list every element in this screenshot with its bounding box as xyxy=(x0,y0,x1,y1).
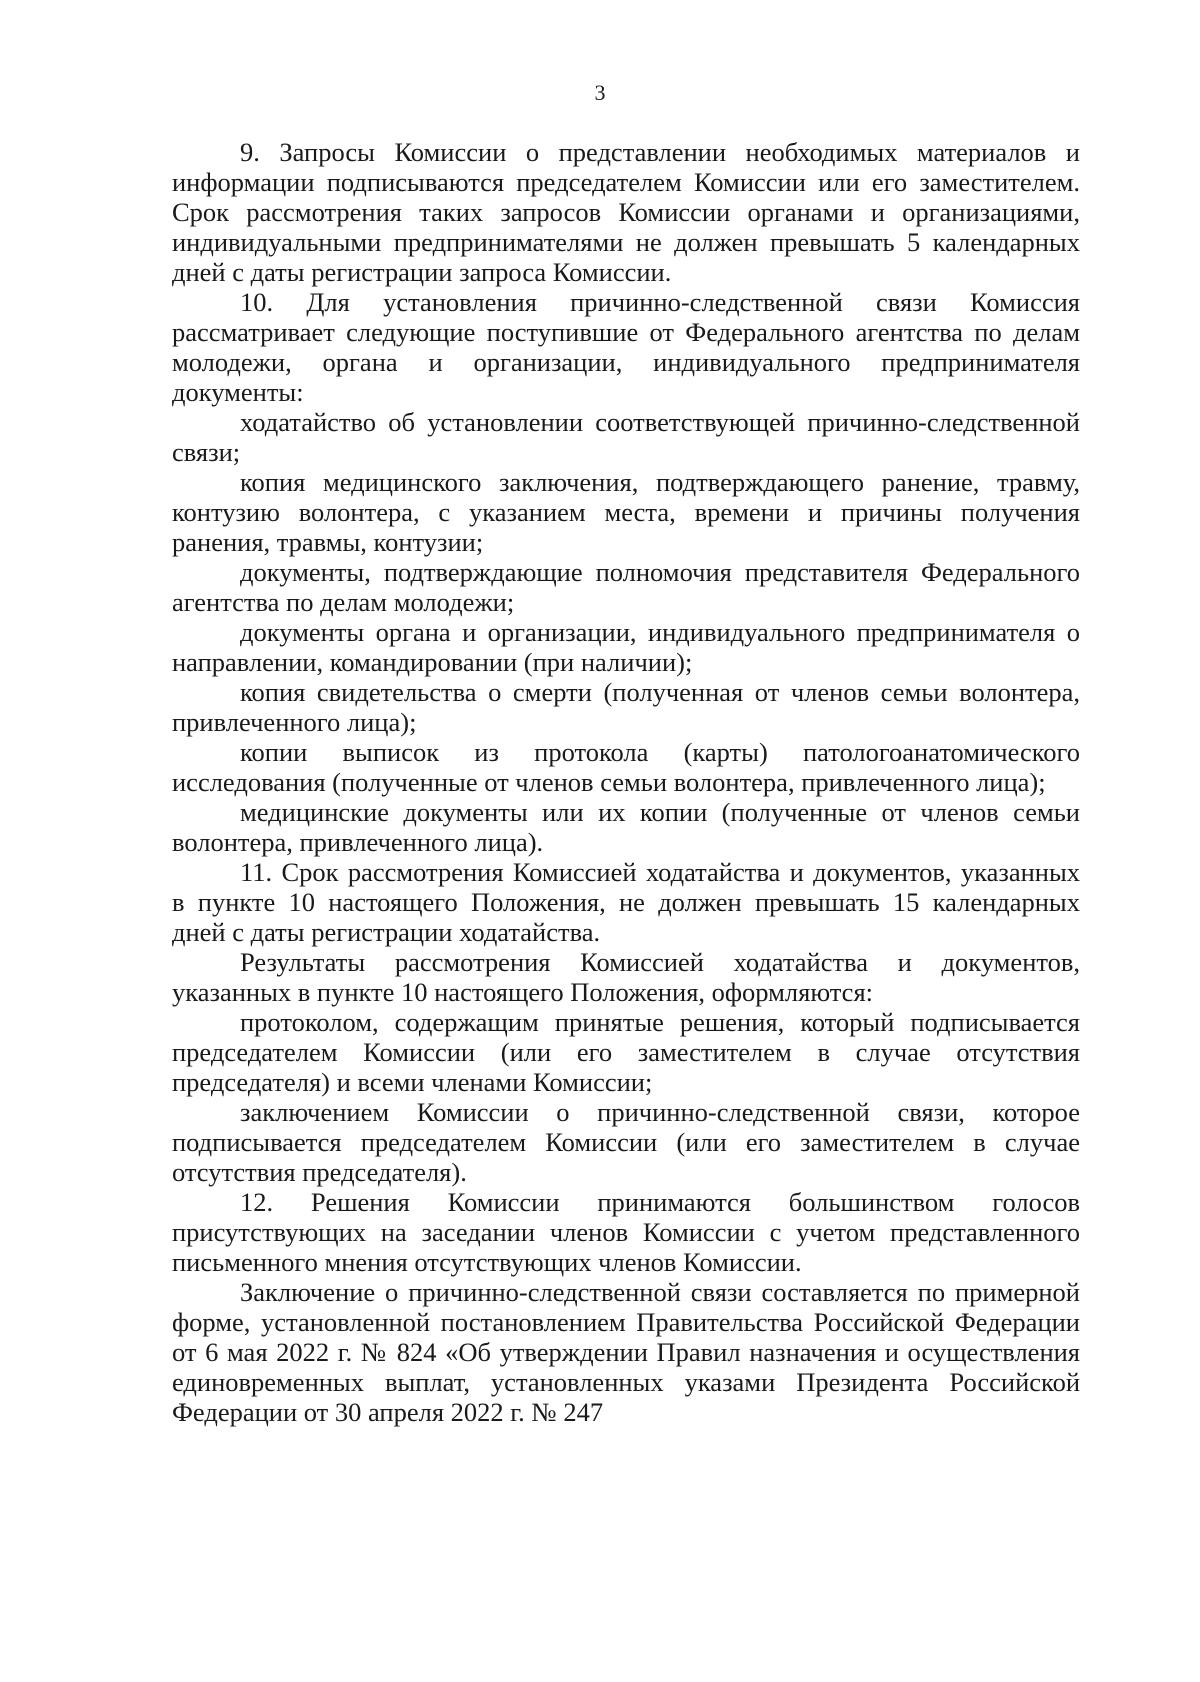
list-item: копии выписок из протокола (карты) патологоанатомического исследования (полученные от членов семьи волонтера, привлеченного лица); xyxy=(172,737,1080,797)
list-item: копия медицинского заключения, подтверждающего ранение, травму, контузию волонтера, с указанием места, времени и причины получения ранения, травмы, контузии; xyxy=(172,467,1080,557)
paragraph-12: 12. Решения Комиссии принимаются большинством голосов присутствующих на заседании членов Комиссии с учетом представленного письменного мнения отсутствующих членов Комиссии. xyxy=(172,1187,1080,1277)
list-item: заключением Комиссии о причинно-следственной связи, которое подписывается председателем Комиссии (или его заместителем в случае отсутствия председателя). xyxy=(172,1097,1080,1187)
list-item: документы органа и организации, индивидуального предпринимателя о направлении, командировании (при наличии); xyxy=(172,617,1080,677)
list-item: документы, подтверждающие полномочия представителя Федерального агентства по делам молодежи; xyxy=(172,557,1080,617)
document-body xyxy=(172,137,1080,1427)
paragraph-10: 10. Для установления причинно-следственной связи Комиссия рассматривает следующие поступившие от Федерального агентства по делам молодежи, органа и организации, индивидуального предпринимателя документы: xyxy=(172,287,1080,407)
paragraph-9: 9. Запросы Комиссии о представлении необходимых материалов и информации подписываются председателем Комиссии или его заместителем. Срок рассмотрения таких запросов Комиссии органами и организациями, индивидуальными предпринимателями не должен превышать 5 календарных дней с даты регистрации запроса Комиссии. xyxy=(172,137,1080,287)
page-number: 3 xyxy=(594,80,606,105)
list-item: медицинские документы или их копии (полученные от членов семьи волонтера, привлеченного лица). xyxy=(172,797,1080,857)
list-item: протоколом, содержащим принятые решения, который подписывается председателем Комиссии (или его заместителем в случае отсутствия председателя) и всеми членами Комиссии; xyxy=(172,1007,1080,1097)
list-item: копия свидетельства о смерти (полученная от членов семьи волонтера, привлеченного лица); xyxy=(172,677,1080,737)
results-paragraph: Результаты рассмотрения Комиссией ходатайства и документов, указанных в пункте 10 настоящего Положения, оформляются: xyxy=(172,947,1080,1007)
paragraph-11: 11. Срок рассмотрения Комиссией ходатайства и документов, указанных в пункте 10 настоящего Положения, не должен превышать 15 календарных дней с даты регистрации ходатайства. xyxy=(172,857,1080,947)
list-item: ходатайство об установлении соответствующей причинно-следственной связи; xyxy=(172,407,1080,467)
conclusion-paragraph: Заключение о причинно-следственной связи составляется по примерной форме, установленной постановлением Правительства Российской Федерации от 6 мая 2022 г. № 824 «Об утверждении Правил назначения и осуществления единовременных выплат, установленных указами Президента Российской Федерации от 30 апреля 2022 г. № 247 xyxy=(172,1277,1080,1427)
